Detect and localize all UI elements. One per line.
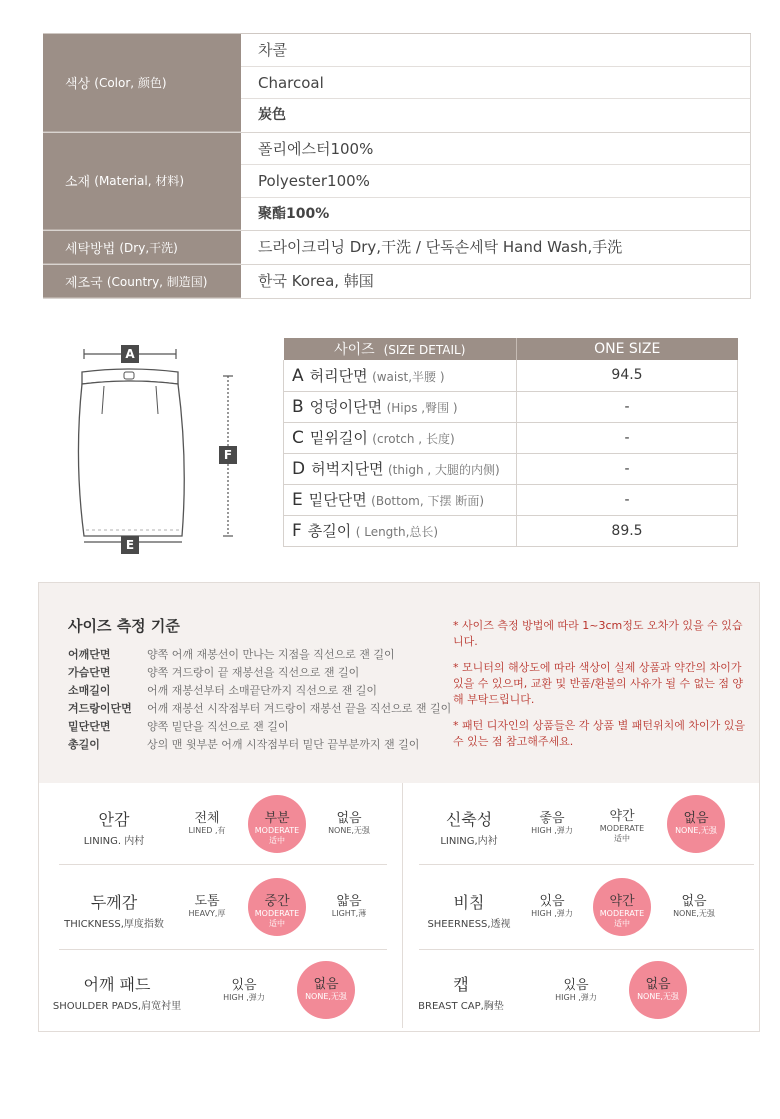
size-en: (Hips ,臀围 ) [386, 401, 458, 415]
info-label-material [43, 133, 241, 231]
option-ko: 중간 [264, 894, 290, 909]
option-en: HIGH ,弹力 [223, 993, 265, 1002]
criteria-value: 양쪽 겨드랑이 끝 재봉선을 직선으로 잰 길이 [147, 666, 360, 679]
note-text: * 패턴 디자인의 상품들은 각 상품 별 패턴위치에 차이가 있을 수 있는 점 참고해주세요. [453, 719, 745, 748]
option-en: MODERATE [254, 826, 300, 835]
info-label-material-ko: 소재 [65, 175, 91, 191]
option-ko: 있음 [563, 978, 589, 993]
info-value: 炭色 [258, 107, 286, 123]
option-shoulder-yes [204, 974, 284, 1003]
size-name-cell [284, 391, 517, 422]
size-name-cell [284, 515, 517, 546]
size-value: - [517, 453, 738, 484]
size-name-cell [284, 484, 517, 515]
criteria-list [68, 646, 451, 754]
size-ko: 밑위길이 [309, 429, 368, 447]
criteria-key: 밑단단면 [68, 720, 111, 733]
info-value: 聚酯100% [258, 205, 330, 222]
option-stretch-good [512, 807, 592, 836]
option-ko: 얇음 [336, 894, 362, 909]
option-en: NONE,无强 [675, 826, 717, 835]
option-en: HEAVY,厚 [188, 909, 226, 918]
option-shoulder-none-selected [297, 961, 355, 1019]
info-value: 차콜 [241, 34, 750, 67]
size-letter: A [292, 365, 304, 386]
info-label-color [43, 34, 241, 132]
attr-en: BREAST CAP,胸垫 [418, 1001, 504, 1012]
size-name-cell [284, 453, 517, 484]
option-lining-partial-selected [248, 795, 306, 853]
criteria-value: 어깨 재봉선 시작점부터 겨드랑이 재봉선 끝을 직선으로 잰 길이 [147, 702, 452, 715]
option-en: NONE,无强 [305, 992, 347, 1001]
product-info-table [43, 33, 751, 299]
attr-en: SHEERNESS,透视 [427, 919, 511, 930]
grid-divider [59, 949, 387, 950]
attr-ko: 캡 [453, 975, 469, 994]
size-en: ( Length,总长) [355, 525, 439, 539]
attr-sheerness [419, 890, 519, 930]
size-value: - [517, 484, 738, 515]
info-value: 드라이크리닝 Dry,干洗 / 단독손세탁 Hand Wash,手洗 [258, 238, 623, 256]
size-en: (crotch , 长度) [372, 432, 455, 446]
attr-breast-cap [411, 972, 511, 1012]
info-row-wash [43, 231, 751, 265]
criteria-value: 양쪽 밑단을 직선으로 잰 길이 [147, 720, 289, 733]
list-item [68, 736, 451, 754]
size-ko: 총길이 [307, 522, 352, 540]
option-ko: 없음 [683, 811, 709, 826]
option-ko: 좋음 [539, 811, 565, 826]
info-value: 폴리에스터100% [241, 133, 750, 166]
size-en: (thigh , 大腿的内侧) [388, 463, 500, 477]
attr-thickness [59, 890, 169, 930]
size-header-size: ONE SIZE [517, 338, 738, 360]
size-ko: 밑단단면 [308, 491, 367, 509]
option-sheer-none [654, 890, 734, 919]
table-row [284, 453, 738, 484]
size-header-en: (SIZE DETAIL) [383, 343, 466, 357]
criteria-key: 겨드랑이단면 [68, 702, 132, 715]
size-detail-table [283, 338, 738, 547]
info-label-color-sub: (Color, 颜色) [94, 75, 167, 90]
option-lining-full [167, 807, 247, 836]
size-letter: B [292, 397, 304, 417]
option-en: NONE,无强 [637, 992, 679, 1001]
option-sheer-yes [512, 890, 592, 919]
option-ko: 도톰 [194, 894, 220, 909]
option-ko: 없음 [645, 977, 671, 992]
option-en: HIGH ,弹力 [531, 826, 573, 835]
size-value: - [517, 422, 738, 453]
criteria-key: 어깨단면 [68, 648, 111, 661]
grid-divider [402, 783, 403, 1028]
option-sheer-moderate-selected [593, 878, 651, 936]
size-value: - [517, 391, 738, 422]
criteria-key: 소매길이 [68, 684, 111, 697]
option-thickness-moderate-selected [248, 878, 306, 936]
size-letter: F [292, 521, 302, 541]
size-letter: C [292, 428, 304, 448]
info-label-country [43, 265, 241, 298]
criteria-title: 사이즈 측정 기준 [68, 617, 180, 635]
size-letter: D [292, 459, 306, 479]
option-ko: 전체 [194, 811, 220, 826]
size-value: 94.5 [517, 360, 738, 391]
criteria-value: 상의 맨 윗부분 어깨 시작점부터 밑단 끝부분까지 잰 길이 [147, 738, 420, 751]
criteria-notes [453, 618, 753, 760]
grid-divider [419, 864, 754, 865]
size-table-header [284, 338, 738, 360]
size-header-label [284, 338, 517, 360]
option-cap-none-selected [629, 961, 687, 1019]
list-item [68, 700, 451, 718]
table-row [284, 515, 738, 546]
option-en2: 适中 [614, 834, 630, 843]
option-stretch-moderate [582, 805, 662, 844]
attr-en: THICKNESS,厚度指数 [64, 919, 164, 930]
option-en: HIGH ,弹力 [555, 993, 597, 1002]
info-label-wash [43, 231, 241, 264]
info-row-material [43, 133, 751, 232]
option-ko: 약간 [609, 894, 635, 909]
grid-divider [59, 864, 387, 865]
size-ko: 허리단면 [309, 366, 368, 385]
size-letter: E [292, 490, 303, 510]
option-ko: 없음 [313, 977, 339, 992]
size-name-cell [284, 422, 517, 453]
option-cap-yes [536, 974, 616, 1003]
criteria-top-panel [39, 583, 759, 783]
option-en: HIGH ,弹力 [531, 909, 573, 918]
info-row-country [43, 265, 751, 299]
option-en: LIGHT,薄 [331, 909, 367, 918]
table-row [284, 422, 738, 453]
option-thickness-light [309, 890, 389, 919]
option-thickness-heavy [167, 890, 247, 919]
option-lining-none [309, 807, 389, 836]
measurement-criteria-box [38, 582, 760, 1032]
info-values-material [241, 133, 751, 231]
attr-stretch [419, 807, 519, 847]
diagram-label-e: E [121, 536, 139, 554]
list-item [68, 664, 451, 682]
option-en: NONE,无强 [673, 909, 715, 918]
attr-en: LINING. 内村 [83, 836, 145, 847]
list-item [68, 682, 451, 700]
option-ko: 약간 [609, 809, 635, 824]
skirt-diagram [70, 340, 250, 560]
option-ko: 없음 [336, 811, 362, 826]
info-value: Polyester100% [241, 165, 750, 198]
attr-ko: 안감 [98, 810, 130, 829]
criteria-key: 총길이 [68, 738, 100, 751]
option-ko: 있음 [231, 978, 257, 993]
size-ko: 엉덩이단면 [309, 398, 383, 416]
info-value: 한국 Korea, 韩国 [258, 272, 374, 290]
size-en: (Bottom, 下摆 断面) [371, 494, 484, 508]
criteria-value: 양쪽 어깨 재봉선이 만나는 지점을 직선으로 잰 길이 [147, 648, 395, 661]
option-en: MODERATE [599, 909, 645, 918]
table-row [284, 391, 738, 422]
attr-en: SHOULDER PADS,肩宽衬里 [52, 1001, 182, 1012]
grid-divider [419, 949, 754, 950]
attr-ko: 신축성 [445, 810, 493, 829]
info-row-color [43, 34, 751, 133]
size-ko: 허벅지단면 [311, 460, 384, 478]
info-values-country [241, 265, 751, 298]
attr-ko: 비침 [453, 893, 485, 912]
option-en: MODERATE [254, 909, 300, 918]
table-row [284, 360, 738, 391]
attr-shoulder-pads [47, 972, 187, 1012]
option-en: LINED ,有 [188, 826, 226, 835]
info-label-color-ko: 색상 [65, 76, 91, 92]
attr-ko: 두께감 [90, 893, 138, 912]
table-row [284, 484, 738, 515]
info-label-wash-ko: 세탁방법 [65, 241, 116, 257]
info-values-color [241, 34, 751, 132]
list-item [68, 718, 451, 736]
info-label-country-sub: (Country, 制造国) [106, 274, 208, 289]
list-item [68, 646, 451, 664]
info-value: Charcoal [241, 67, 750, 100]
option-en2: 适中 [269, 919, 285, 928]
attr-en: LINING,内衬 [440, 836, 498, 847]
option-stretch-none-selected [667, 795, 725, 853]
criteria-key: 가슴단면 [68, 666, 111, 679]
note-text: * 사이즈 측정 방법에 따라 1~3cm정도 오차가 있을 수 있습니다. [453, 619, 743, 648]
option-ko: 없음 [681, 894, 707, 909]
size-value: 89.5 [517, 515, 738, 546]
size-en: (waist,半腰 ) [372, 369, 445, 384]
fabric-attribute-grid [39, 783, 759, 1031]
size-name-cell [284, 360, 517, 391]
attr-lining [59, 807, 169, 847]
diagram-label-f: F [219, 446, 237, 464]
attr-ko: 어깨 패드 [83, 975, 151, 994]
option-ko: 부분 [264, 811, 290, 826]
criteria-value: 어깨 재봉선부터 소매끝단까지 직선으로 잰 길이 [147, 684, 378, 697]
info-label-country-ko: 제조국 [65, 275, 103, 291]
size-header-ko: 사이즈 [334, 342, 375, 358]
info-label-wash-sub: (Dry,干洗) [119, 240, 178, 255]
option-en2: 适中 [269, 836, 285, 845]
note-text: * 모니터의 해상도에 따라 색상이 실제 상품과 약간의 차이가 있을 수 있으며, 교환 및 반품/환불의 사유가 될 수 없는 점 양해 부탁드립니다. [453, 661, 744, 706]
option-en2: 适中 [614, 919, 630, 928]
diagram-label-a: A [121, 345, 139, 363]
option-en: MODERATE [599, 824, 645, 833]
option-ko: 있음 [539, 894, 565, 909]
info-label-material-sub: (Material, 材料) [94, 174, 185, 189]
info-values-wash [241, 231, 751, 264]
option-en: NONE,无强 [328, 826, 370, 835]
